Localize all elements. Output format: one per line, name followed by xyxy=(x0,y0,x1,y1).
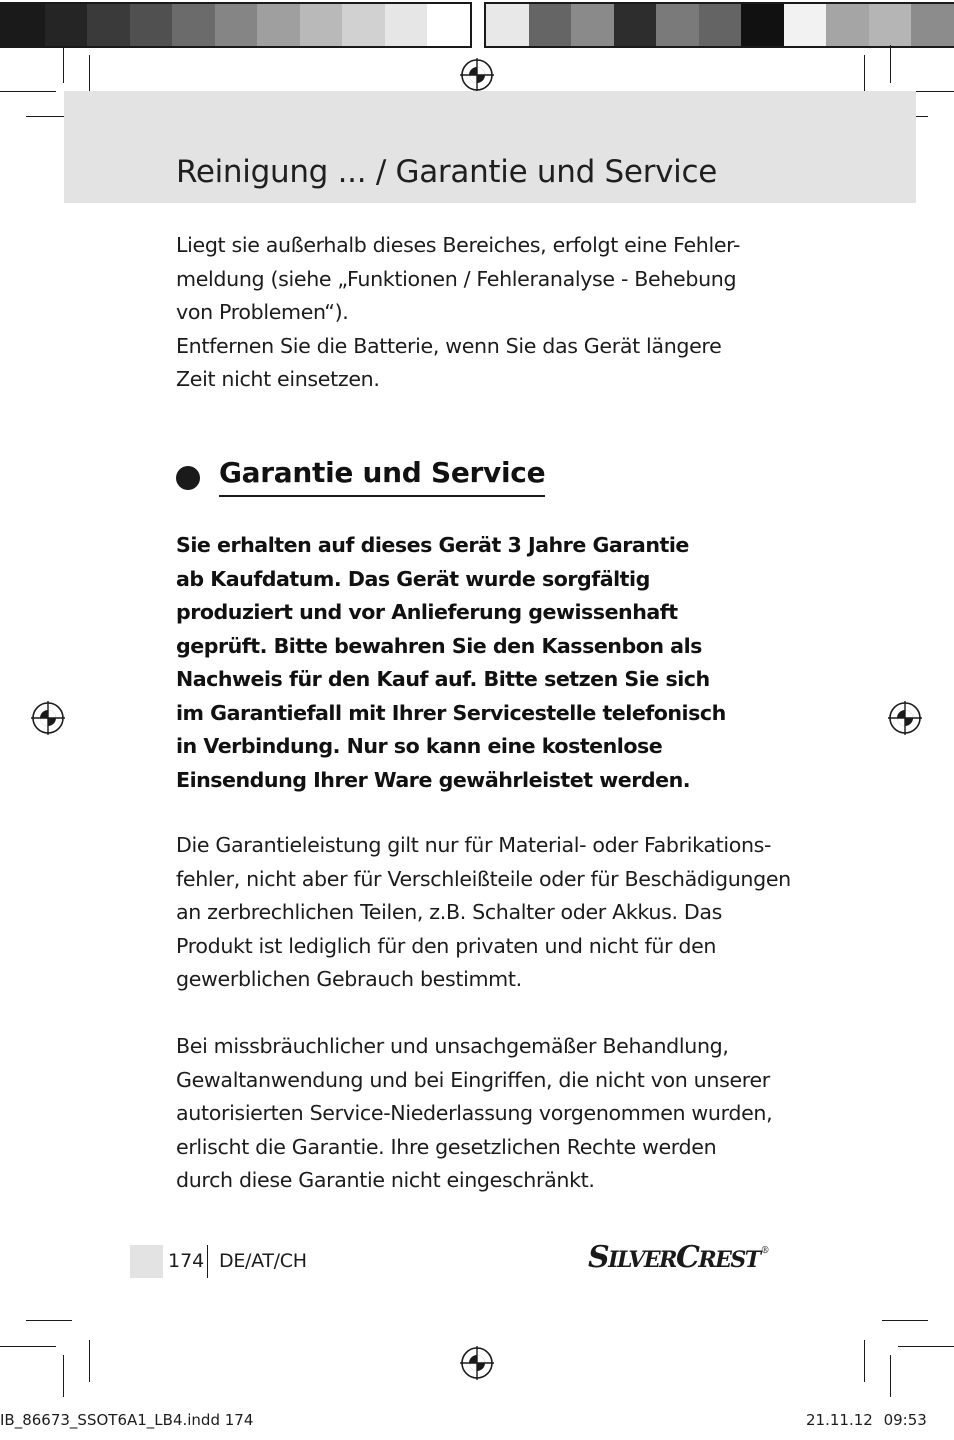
crop-mark xyxy=(89,1340,90,1382)
color-swatch xyxy=(869,4,912,46)
color-swatch xyxy=(911,4,954,46)
text-line: Liegt sie außerhalb dieses Bereiches, erfolgt eine Fehler- xyxy=(176,233,741,257)
crop-mark xyxy=(63,45,64,83)
text-line: Entfernen Sie die Batterie, wenn Sie das Gerät längere xyxy=(176,333,722,358)
logo-letter: C xyxy=(675,1240,699,1275)
text-line: autorisierten Service-Niederlassung vorgenommen wurden, xyxy=(176,1101,773,1125)
color-swatch xyxy=(385,4,428,46)
color-swatch xyxy=(130,4,173,46)
text-line: Die Garantieleistung gilt nur für Material- oder Fabrikations- xyxy=(176,833,772,857)
color-swatch xyxy=(300,4,343,46)
crop-mark xyxy=(26,1320,72,1321)
color-swatch xyxy=(784,4,827,46)
warranty-void-paragraph xyxy=(176,1030,788,1198)
crop-mark xyxy=(898,1346,954,1347)
registration-crosshair-icon xyxy=(31,701,65,735)
page-title: Reinigung ... / Garantie und Service xyxy=(176,154,718,190)
logo-letters: REST xyxy=(698,1247,760,1273)
color-swatch xyxy=(215,4,258,46)
text-line: im Garantiefall mit Ihrer Servicestelle telefonisch xyxy=(176,700,726,725)
registration-crosshair-icon xyxy=(460,1346,494,1380)
text-line: Sie erhalten auf dieses Gerät 3 Jahre Garantie xyxy=(176,533,689,557)
logo-letters: ILVER xyxy=(608,1247,676,1273)
crop-mark xyxy=(890,45,891,83)
color-swatch xyxy=(172,4,215,46)
silvercrest-logo xyxy=(588,1240,768,1275)
color-swatch xyxy=(826,4,869,46)
color-swatch xyxy=(87,4,130,46)
registration-crosshair-icon xyxy=(888,701,922,735)
crop-mark xyxy=(63,1355,64,1397)
text-line: Produkt ist lediglich für den privaten und nicht für den xyxy=(176,933,717,958)
text-line: erlischt die Garantie. Ihre gesetzlichen Rechte werden xyxy=(176,1134,717,1159)
text-line: Nachweis für den Kauf auf. Bitte setzen Sie sich xyxy=(176,667,710,691)
text-line: in Verbindung. Nur so kann eine kostenlose xyxy=(176,734,663,758)
color-swatch xyxy=(342,4,385,46)
text-line: Gewaltanwendung und bei Eingriffen, die nicht von unserer xyxy=(176,1067,770,1092)
filled-circle-bullet-icon xyxy=(176,466,200,490)
color-calibration-bar-right xyxy=(484,2,954,48)
color-swatch xyxy=(427,4,470,46)
registered-mark: ® xyxy=(760,1246,769,1256)
text-line: fehler, nicht aber für Verschleißteile oder für Beschädigungen xyxy=(176,866,791,891)
text-line: ab Kaufdatum. Das Gerät wurde sorgfältig xyxy=(176,566,650,591)
color-swatch xyxy=(486,4,529,46)
warranty-bold-paragraph xyxy=(176,529,788,797)
crop-mark xyxy=(882,1320,928,1321)
text-line: Bei missbräuchlicher und unsachgemäßer Behandlung, xyxy=(176,1034,729,1058)
color-calibration-bar-left xyxy=(0,2,472,48)
print-slug-filename: IB_86673_SSOT6A1_LB4.indd 174 xyxy=(0,1411,254,1429)
text-line: gewerblichen Gebrauch bestimmt. xyxy=(176,967,522,991)
text-line: meldung (siehe „Funktionen / Fehleranalyse - Behebung xyxy=(176,266,737,291)
crop-mark xyxy=(0,1346,56,1347)
intro-paragraph xyxy=(176,229,788,397)
logo-letter: S xyxy=(588,1240,609,1275)
section-title: Garantie und Service xyxy=(219,456,545,497)
text-line: geprüft. Bitte bewahren Sie den Kassenbon als xyxy=(176,633,702,658)
region-code: DE/AT/CH xyxy=(219,1250,307,1272)
color-swatch xyxy=(656,4,699,46)
color-swatch xyxy=(529,4,572,46)
crop-mark xyxy=(890,1355,891,1397)
text-line: von Problemen“). xyxy=(176,300,349,324)
crop-mark xyxy=(0,91,56,92)
text-line: an zerbrechlichen Teilen, z.B. Schalter oder Akkus. Das xyxy=(176,900,723,924)
text-line: Einsendung Ihrer Ware gewährleistet werden. xyxy=(176,767,691,792)
color-swatch xyxy=(571,4,614,46)
registration-crosshair-icon xyxy=(460,58,494,92)
crop-mark xyxy=(864,1340,865,1382)
color-swatch xyxy=(699,4,742,46)
color-swatch xyxy=(45,4,88,46)
footer-tab-marker xyxy=(130,1245,163,1278)
footer-divider xyxy=(207,1245,208,1278)
color-swatch xyxy=(741,4,784,46)
color-swatch xyxy=(614,4,657,46)
warranty-scope-paragraph xyxy=(176,829,791,997)
text-line: produziert und vor Anlieferung gewissenhaft xyxy=(176,600,678,624)
color-swatch xyxy=(257,4,300,46)
page-number: 174 xyxy=(168,1250,205,1272)
text-line: durch diese Garantie nicht eingeschränkt. xyxy=(176,1168,595,1192)
color-swatch xyxy=(2,4,45,46)
print-slug-datetime: 21.11.12 09:53 xyxy=(806,1411,927,1429)
text-line: Zeit nicht einsetzen. xyxy=(176,367,380,391)
